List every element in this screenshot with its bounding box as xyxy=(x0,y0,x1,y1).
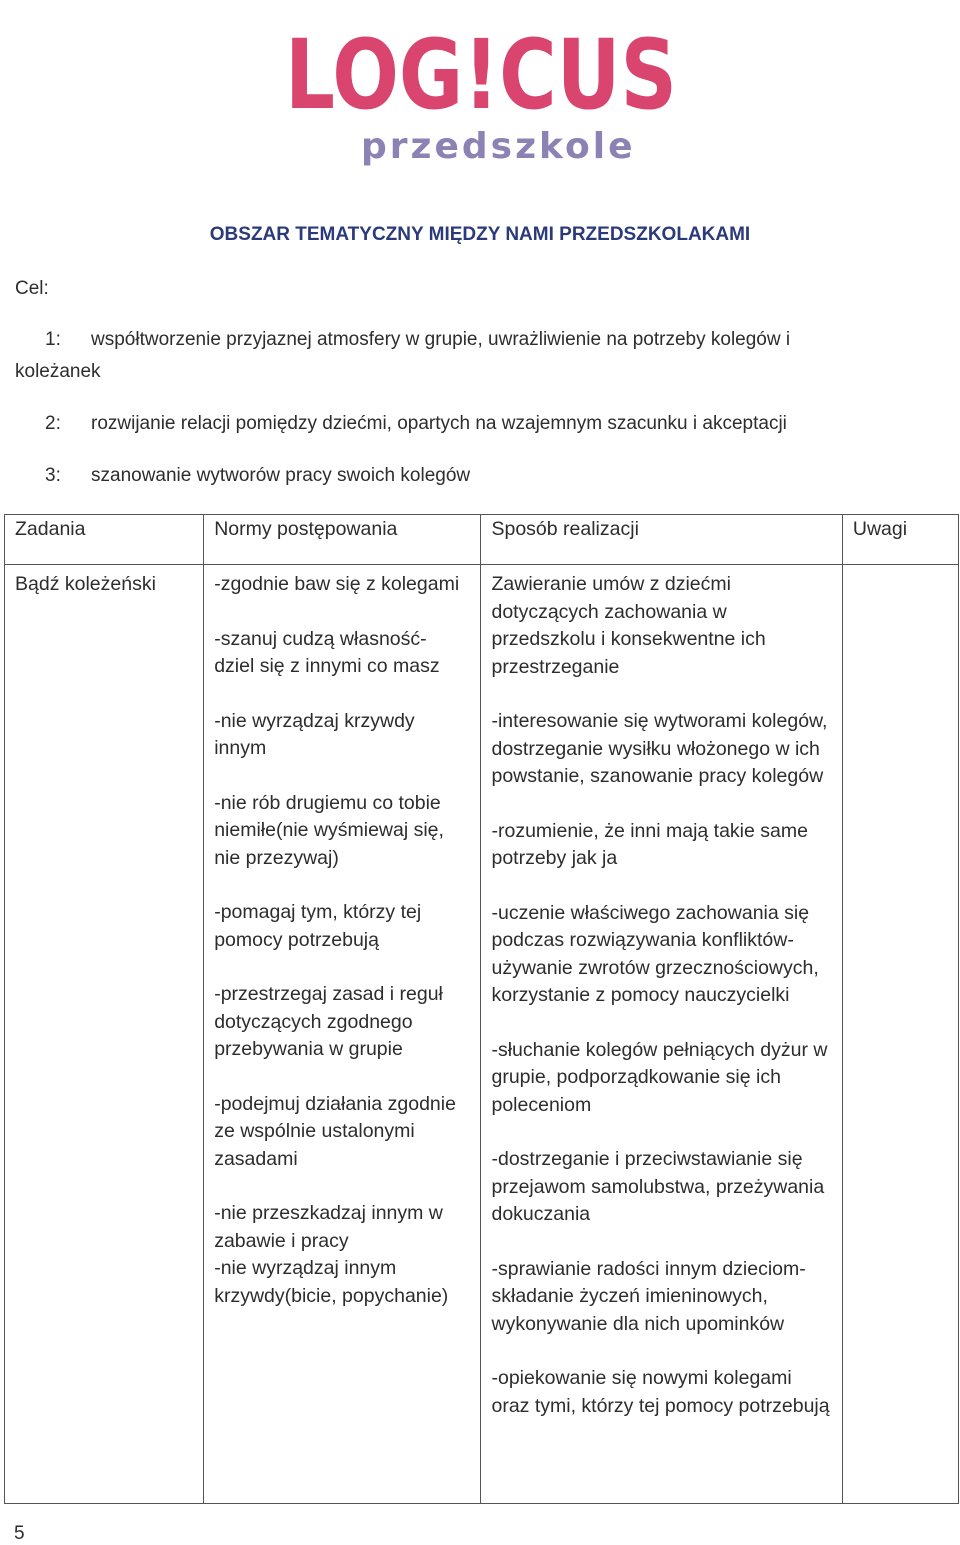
norm-item: -zgodnie baw się z kolegami xyxy=(214,573,460,595)
plan-table xyxy=(4,514,959,1504)
norm-item: -nie przeszkadzaj innym w zabawie i pracy xyxy=(214,1202,443,1252)
page-number: 5 xyxy=(14,1523,25,1544)
method-item: -dostrzeganie i przeciwstawianie się przejawom samolubstwa, przeżywania dokuczania xyxy=(491,1148,825,1225)
task-text: Bądź koleżeński xyxy=(15,573,156,595)
goal-text: rozwijanie relacji pomiędzy dziećmi, opartych na wzajemnym szacunku i akceptacji xyxy=(91,413,787,434)
method-item: -słuchanie kolegów pełniących dyżur w grupie, podporządkowanie się ich poleceniom xyxy=(491,1038,828,1116)
header-methods: Sposób realizacji xyxy=(481,515,842,565)
norms-cell xyxy=(204,565,481,1504)
goal-text: współtworzenie przyjaznej atmosfery w grupie, uwrażliwienie na potrzeby kolegów i xyxy=(91,329,791,350)
goal-label: Cel: xyxy=(15,278,49,299)
norm-item: -podejmuj działania zgodnie ze wspólnie ustalonymi zasadami xyxy=(214,1092,456,1170)
method-item: -interesowanie się wytworami kolegów, dostrzeganie wysiłku włożonego w ich powstanie, szanowanie pracy kolegów xyxy=(491,710,828,787)
goal-text: szanowanie wytworów pracy swoich kolegów xyxy=(91,465,471,486)
method-item: Zawieranie umów z dziećmi dotyczących zachowania w przedszkolu i konsekwentne ich przestrzeganie xyxy=(491,573,766,678)
goal-1 xyxy=(15,324,915,356)
page-title: OBSZAR TEMATYCZNY MIĘDZY NAMI PRZEDSZKOLAKAMI xyxy=(209,224,751,245)
table-header-row xyxy=(5,515,959,565)
method-item: -rozumienie, że inni mają takie same potrzeby jak ja xyxy=(491,819,808,869)
method-item: -sprawianie radości innym dzieciom- składanie życzeń imieninowych, wykonywanie dla nich upominków xyxy=(491,1257,806,1335)
notes-cell xyxy=(842,565,958,1504)
method-item: -uczenie właściwego zachowania się podczas rozwiązywania konfliktów- używanie zwrotów grzecznościowych, korzystanie z pomocy nauczycielki xyxy=(491,901,819,1006)
header-tasks: Zadania xyxy=(5,515,204,565)
logicus-logo xyxy=(283,8,683,168)
goal-2 xyxy=(15,408,915,440)
norm-item: -nie rób drugiemu co tobie niemiłe(nie wyśmiewaj się, nie przezywaj) xyxy=(214,791,444,869)
norm-item: -nie wyrządzaj innym krzywdy(bicie, popychanie) xyxy=(214,1257,449,1307)
goal-text: koleżanek xyxy=(15,361,101,382)
goal-number: 3: xyxy=(45,465,61,486)
norm-item: -pomagaj tym, którzy tej pomocy potrzebują xyxy=(214,901,422,951)
goal-3 xyxy=(15,460,915,492)
norm-item: -przestrzegaj zasad i reguł dotyczących zgodnego przebywania w grupie xyxy=(214,983,443,1060)
norm-item: -nie wyrządzaj krzywdy innym xyxy=(214,709,415,759)
task-cell xyxy=(5,565,204,1504)
logo-sub-text: przedszkole xyxy=(361,126,636,167)
goal-number: 1: xyxy=(45,329,61,350)
norm-item: -szanuj cudzą własność- dziel się z innymi co masz xyxy=(214,627,440,677)
method-item: -opiekowanie się nowymi kolegami oraz tymi, którzy tej pomocy potrzebują xyxy=(491,1367,830,1417)
header-notes: Uwagi xyxy=(842,515,958,565)
goal-1-continuation xyxy=(15,356,915,388)
methods-cell xyxy=(481,565,842,1504)
goal-number: 2: xyxy=(45,413,61,434)
header-norms: Normy postępowania xyxy=(204,515,481,565)
logo-main-text: LOG!CUS xyxy=(285,19,677,131)
table-row xyxy=(5,565,959,1504)
